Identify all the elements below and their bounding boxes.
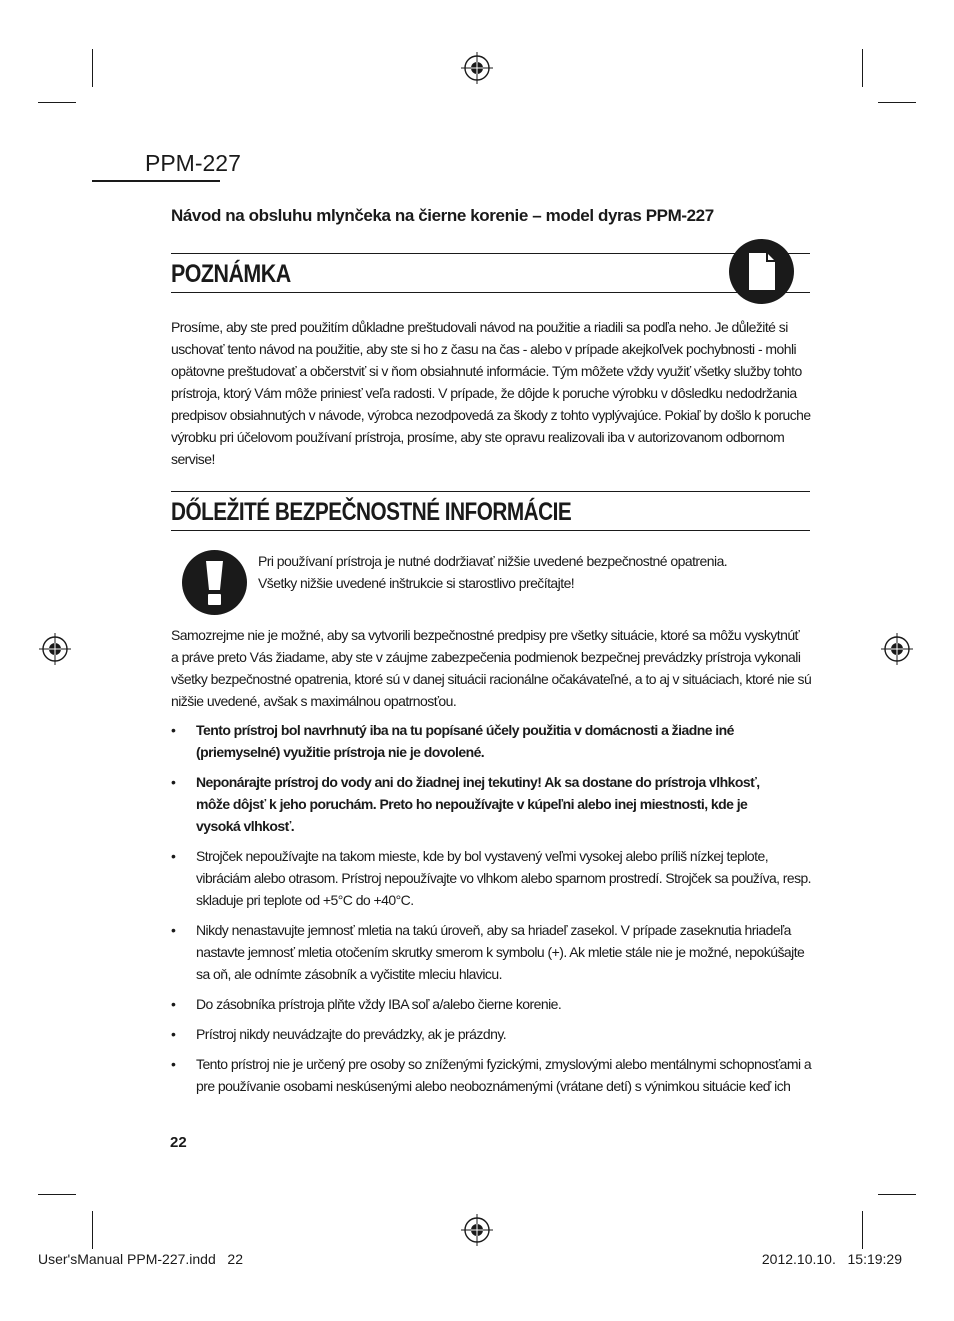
document-icon (729, 239, 794, 304)
text-line: uschovať tento návod na použitie, aby ste si ho z času na čas - alebo v prípade akejkoľvek pochybnosti - mohli (171, 341, 797, 357)
text-line: všetky bezpečnostné opatrenia, ktoré sú v danej situácii racionálne očakávateľné, a to aj v situáciach, ktoré nie sú (171, 671, 812, 687)
crop-mark (92, 49, 93, 87)
model-underline (92, 180, 220, 182)
bullet-marker: • (171, 774, 176, 790)
text-line: Neponárajte prístroj do vody ani do žiadnej inej tekutiny! Ak sa dostane do prístroja vlhkosť, (196, 774, 760, 790)
list-item (171, 993, 811, 1015)
crop-mark (38, 102, 76, 103)
text-line: (priemyselné) využitie prístroja nie je dovolené. (196, 744, 485, 760)
text-line: skladuje pri teplote od +5°C do +40°C. (196, 892, 414, 908)
list-item (171, 719, 811, 763)
list-item (171, 1053, 811, 1097)
text-line: vysoká vlhkosť. (196, 818, 295, 834)
safety-intro-paragraph (171, 624, 811, 712)
bullet-marker: • (171, 996, 176, 1012)
bullet-marker: • (171, 922, 176, 938)
text-line: Do zásobníka prístroja plňte vždy IBA soľ a/alebo čierne korenie. (196, 996, 562, 1012)
note-paragraph (171, 316, 811, 470)
text-line: opätovne preštudovať a občerstviť si v ňom obsiahnuté informácie. Tým môžete vždy využiť všetky služby tohto (171, 363, 802, 379)
text-line: Strojček nepoužívajte na takom mieste, kde by bol vystavený veľmi vysokej alebo príliš nízkej teplote, (196, 848, 769, 864)
bullet-marker: • (171, 1026, 176, 1042)
list-item (171, 845, 811, 911)
text-line: sa oň, ale odnímte zásobník a vyčistite mleciu hlavicu. (196, 966, 502, 982)
list-item (171, 1023, 811, 1045)
text-line: nižšie uvedené, avšak s maximálnou opatrnosťou. (171, 693, 457, 709)
crop-mark (92, 1211, 93, 1249)
warning-text (258, 550, 778, 594)
text-line: Tento prístroj bol navrhnutý iba na tu popísané účely použitia v domácnosti a žiadne iné (196, 722, 734, 738)
section-rule (171, 530, 810, 531)
text-line: prístroja, ktorý Vám môže priniesť veľa radosti. V prípade, že dôjde k poruche výrobku v dôsledku nedodržania (171, 385, 797, 401)
text-line: Samozrejme nie je možné, aby sa vytvorili bezpečnostné predpisy pre všetky situácie, ktoré sa môžu vyskytnúť (171, 627, 800, 643)
crop-mark (862, 1211, 863, 1249)
model-label: PPM-227 (145, 150, 241, 176)
registration-mark-icon (460, 1213, 494, 1247)
registration-mark-icon (38, 632, 72, 666)
text-line: predpisov obsiahnutých v návode, výrobca nezodpovedá za škody z tohto vyplývajúce. Pokiaľ by došlo k poruche (171, 407, 811, 423)
exclamation-icon (182, 550, 247, 615)
document-subtitle: Návod na obsluhu mlynčeka na čierne korenie – model dyras PPM-227 (171, 206, 714, 225)
list-item (171, 771, 811, 837)
bullet-marker: • (171, 722, 176, 738)
bullet-marker: • (171, 1056, 176, 1072)
text-line: Všetky nižšie uvedené inštrukcie si starostlivo prečítajte! (258, 575, 575, 591)
bullet-marker: • (171, 848, 176, 864)
section-rule (171, 491, 810, 492)
text-line: Nikdy nenastavujte jemnosť mletia na takú úroveň, aby sa hriadeľ zasekol. V prípade zaseknutia hriadeľa (196, 922, 791, 938)
registration-mark-icon (460, 51, 494, 85)
text-line: nastavte jemnosť mletia otočením skrutky smerom k symbolu (+). Ak mletie stále nie je možné, nepokúšajte (196, 944, 805, 960)
text-line: servise! (171, 451, 215, 467)
text-line: Tento prístroj nie je určený pre osoby so zníženými fyzickými, zmyslovými alebo mentálnymi schopnosťami a (196, 1056, 812, 1072)
crop-mark (878, 1194, 916, 1195)
note-heading: POZNÁMKA (171, 260, 291, 288)
text-line: Prístroj nikdy neuvádzajte do prevádzky, ak je prázdny. (196, 1026, 507, 1042)
text-line: vibráciám alebo otrasom. Prístroj nepoužívajte vo vlhkom alebo sparnom prostredí. Strojček sa používa, resp. (196, 870, 811, 886)
crop-mark (38, 1194, 76, 1195)
text-line: pre používanie osobami neskúsenými alebo neoboznámenými (vrátane detí) s výnimkou situácie keď ich (196, 1078, 791, 1094)
text-line: výrobku pri účelovom používaní prístroja, prosíme, aby ste opravu realizovali iba v autorizovanom odbornom (171, 429, 785, 445)
footer-file-info: User'sManual PPM-227.indd 22 (38, 1251, 243, 1267)
footer-timestamp: 2012.10.10. 15:19:29 (761, 1251, 902, 1267)
registration-mark-icon (880, 632, 914, 666)
crop-mark (862, 49, 863, 87)
section-rule (171, 292, 810, 293)
crop-mark (878, 102, 916, 103)
safety-heading: DŐLEŽITÉ BEZPEČNOSTNÉ INFORMÁCIE (171, 498, 572, 526)
page-number: 22 (170, 1134, 187, 1151)
text-line: a práve preto Vás žiadame, aby ste v záujme zabezpečenia podmienok bezpečnej prevádzky prístroja vykonali (171, 649, 801, 665)
list-item (171, 919, 811, 985)
safety-bullet-list (171, 719, 811, 1105)
text-line: môže dôjsť k jeho poruchám. Preto ho nepoužívajte v kúpeľni alebo inej miestnosti, kde je (196, 796, 748, 812)
text-line: Prosíme, aby ste pred použitím důkladne preštudovali návod na použitie a riadili sa podľa neho. Je důležité si (171, 319, 788, 335)
section-rule (171, 253, 810, 254)
text-line: Pri používaní prístroja je nutné dodržiavať nižšie uvedené bezpečnostné opatrenia. (258, 553, 728, 569)
